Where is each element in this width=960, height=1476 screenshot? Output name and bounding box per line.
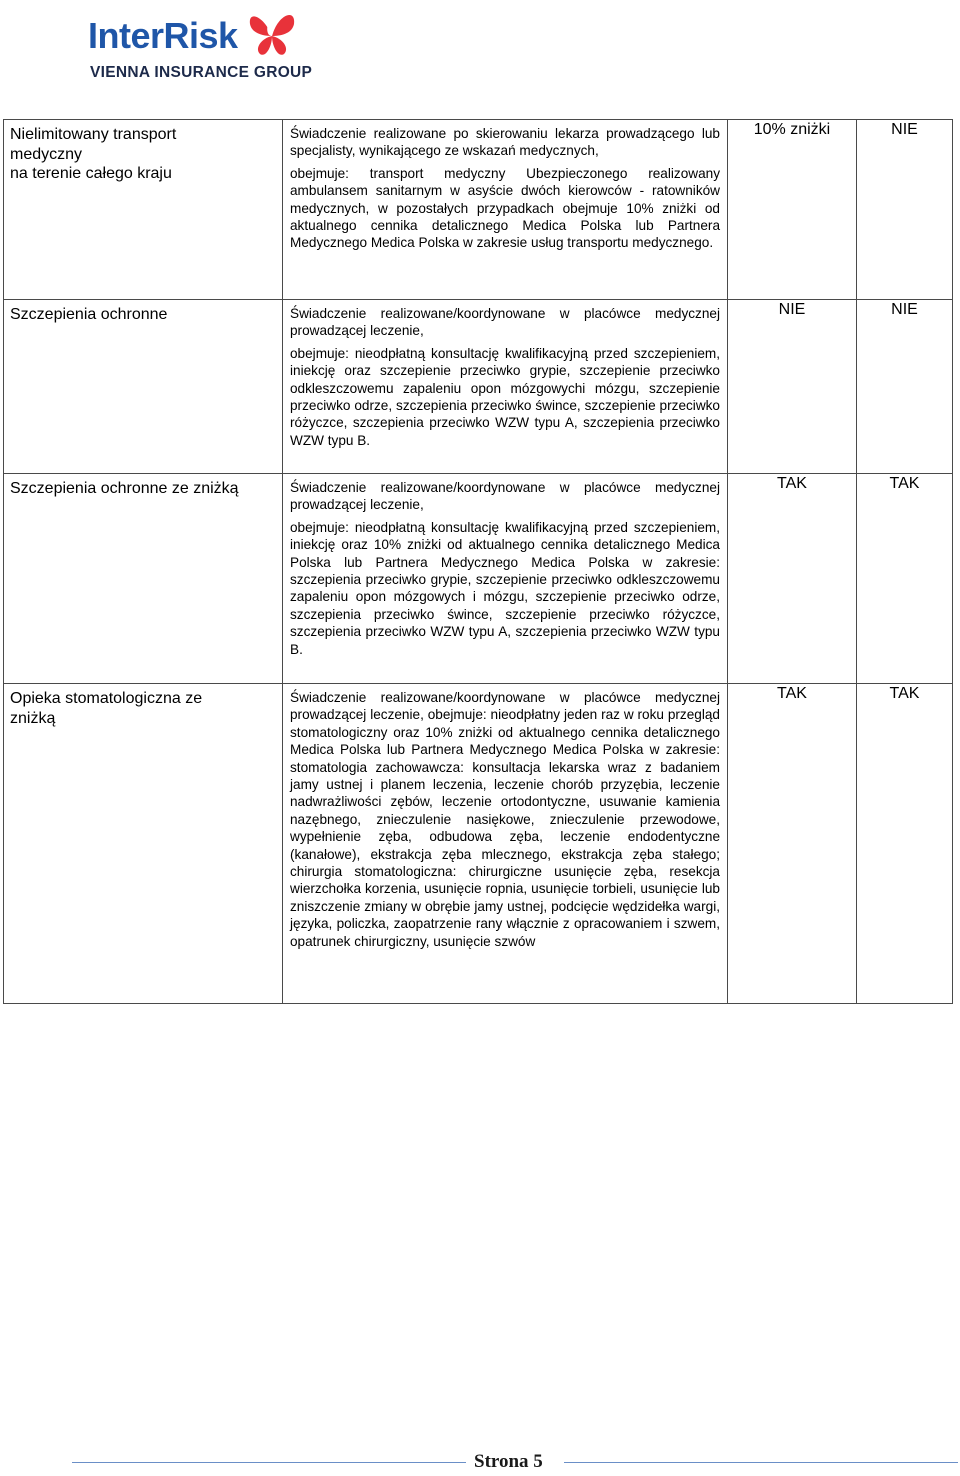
variant-1-value: TAK <box>728 684 857 1004</box>
variant-2-value: NIE <box>857 120 953 300</box>
footer-divider-left <box>72 1462 466 1463</box>
benefit-name-line: Nielimitowany transport <box>10 126 177 143</box>
logo-wordmark: InterRisk <box>88 15 238 56</box>
benefit-description-paragraph: Świadczenie realizowane po skierowaniu lekarza prowadzącego lub specjalisty, wynikającego ze wskazań medycznych, <box>290 126 720 159</box>
page-footer <box>72 1450 958 1476</box>
logo-tagline: VIENNA INSURANCE GROUP <box>90 64 313 81</box>
benefit-description-paragraph: Świadczenie realizowane/koordynowane w placówce medycznej prowadzącej leczenie, <box>290 480 720 513</box>
benefit-description-paragraph: obejmuje: nieodpłatną konsultację kwalifikacyjną przed szczepieniem, iniekcję oraz szczepienie przeciwko grypie, szczepienie przeciwko odkleszczowemu zapaleniu opon mózgowychi mózgu, szczepienie przeciwko odrze, szczepienia przeciwko śwince, szczepienie przeciwko różyczce, szczepienia przeciwko WZW typu A, szczepienia przeciwko WZW typu B. <box>290 345 720 448</box>
variant-1-value: 10% zniżki <box>728 120 857 300</box>
benefit-name-line: zniżką <box>10 709 56 727</box>
butterfly-icon <box>246 6 298 58</box>
benefit-name-cell <box>4 120 283 300</box>
interrisk-logo <box>88 6 313 86</box>
variant-1-value: TAK <box>728 474 857 684</box>
benefits-table-body <box>4 120 953 1004</box>
benefit-name-cell <box>4 300 283 474</box>
table-row <box>4 684 953 1004</box>
benefit-name-line: Opieka stomatologiczna ze <box>10 690 203 707</box>
benefit-name-cell <box>4 684 283 1004</box>
variant-2-value: TAK <box>857 474 953 684</box>
table-row <box>4 300 953 474</box>
benefit-description-paragraph: obejmuje: transport medyczny Ubezpieczonego realizowany ambulansem sanitarnym w asyście dwóch kierowców - ratowników medycznych, w pozostałych przypadkach obejmuje 10% zniżki od aktualnego cennika detalicznego Medica Polska lub Partnera Medycznego Medica Polska w zakresie usług transportu medycznego. <box>290 165 720 251</box>
table-row <box>4 120 953 300</box>
benefit-description-paragraph: Świadczenie realizowane/koordynowane w placówce medycznej prowadzącej leczenie, obejmuje: nieodpłatny jeden raz w roku przegląd stomatologiczny oraz 10% zniżki od aktualnego cennika detalicznego Medica Polska lub Partnera Medycznego Medica Polska w zakresie: stomatologia zachowawcza: konsultacja lekarska wraz z badaniem jamy ustnej i planem leczenia, leczenie chorób przyzębia, leczenie nadwrażliwości zębów, leczenie ortodontyczne, usuwanie kamienia nazębnego, znieczulenie nasiękowe, znieczulenie przewodowe, wypełnienie zęba, odbudowa zęba, leczenie endodentyczne (kanałowe), ekstrakcja zęba mlecznego, ekstrakcja zęba stałego; chirurgia stomatologiczna: chirurgiczne usunięcie zęba, resekcja wierzchołka korzenia, usunięcie ropnia, usunięcie torbieli, usunięcie lub zniszczenie zmiany w obrębie jamy ustnej, podcięcie wędzidełka wargi, języka, policzka, zaopatrzenie rany włącznie z opracowaniem i szwem, opatrunek chirurgiczny, usunięcie szwów <box>290 690 720 949</box>
variant-2-value: TAK <box>857 684 953 1004</box>
benefit-name-cell <box>4 474 283 684</box>
benefit-description-paragraph: Świadczenie realizowane/koordynowane w placówce medycznej prowadzącej leczenie, <box>290 306 720 339</box>
benefit-name-line: medyczny <box>10 145 83 163</box>
footer-divider-right <box>564 1462 958 1463</box>
benefits-table <box>3 119 953 1004</box>
benefit-description-cell <box>283 120 728 300</box>
benefit-description-cell <box>283 684 728 1004</box>
benefit-description-paragraph: obejmuje: nieodpłatną konsultację kwalifikacyjną przed szczepieniem, iniekcję oraz 10% zniżki od aktualnego cennika detalicznego Medica Polska lub Partnera Medycznego Medica Polska w zakresie: szczepienia przeciwko grypie, szczepienie przeciwko odkleszczowemu zapaleniu opon mózgowych i mózgu, szczepienie przeciwko odrze, szczepienia przeciwko śwince, szczepienie przeciwko różyczce, szczepienia przeciwko WZW typu A, szczepienia przeciwko WZW typu B. <box>290 519 720 657</box>
benefit-description-cell <box>283 474 728 684</box>
page-number: Strona 5 <box>474 1451 543 1472</box>
benefit-description-cell <box>283 300 728 474</box>
variant-1-value: NIE <box>728 300 857 474</box>
table-row <box>4 474 953 684</box>
benefit-name-line: na terenie całego kraju <box>10 165 172 182</box>
benefit-name-line: Szczepienia ochronne <box>10 306 168 323</box>
variant-2-value: NIE <box>857 300 953 474</box>
benefit-name-line: Szczepienia ochronne ze zniżką <box>10 480 239 497</box>
